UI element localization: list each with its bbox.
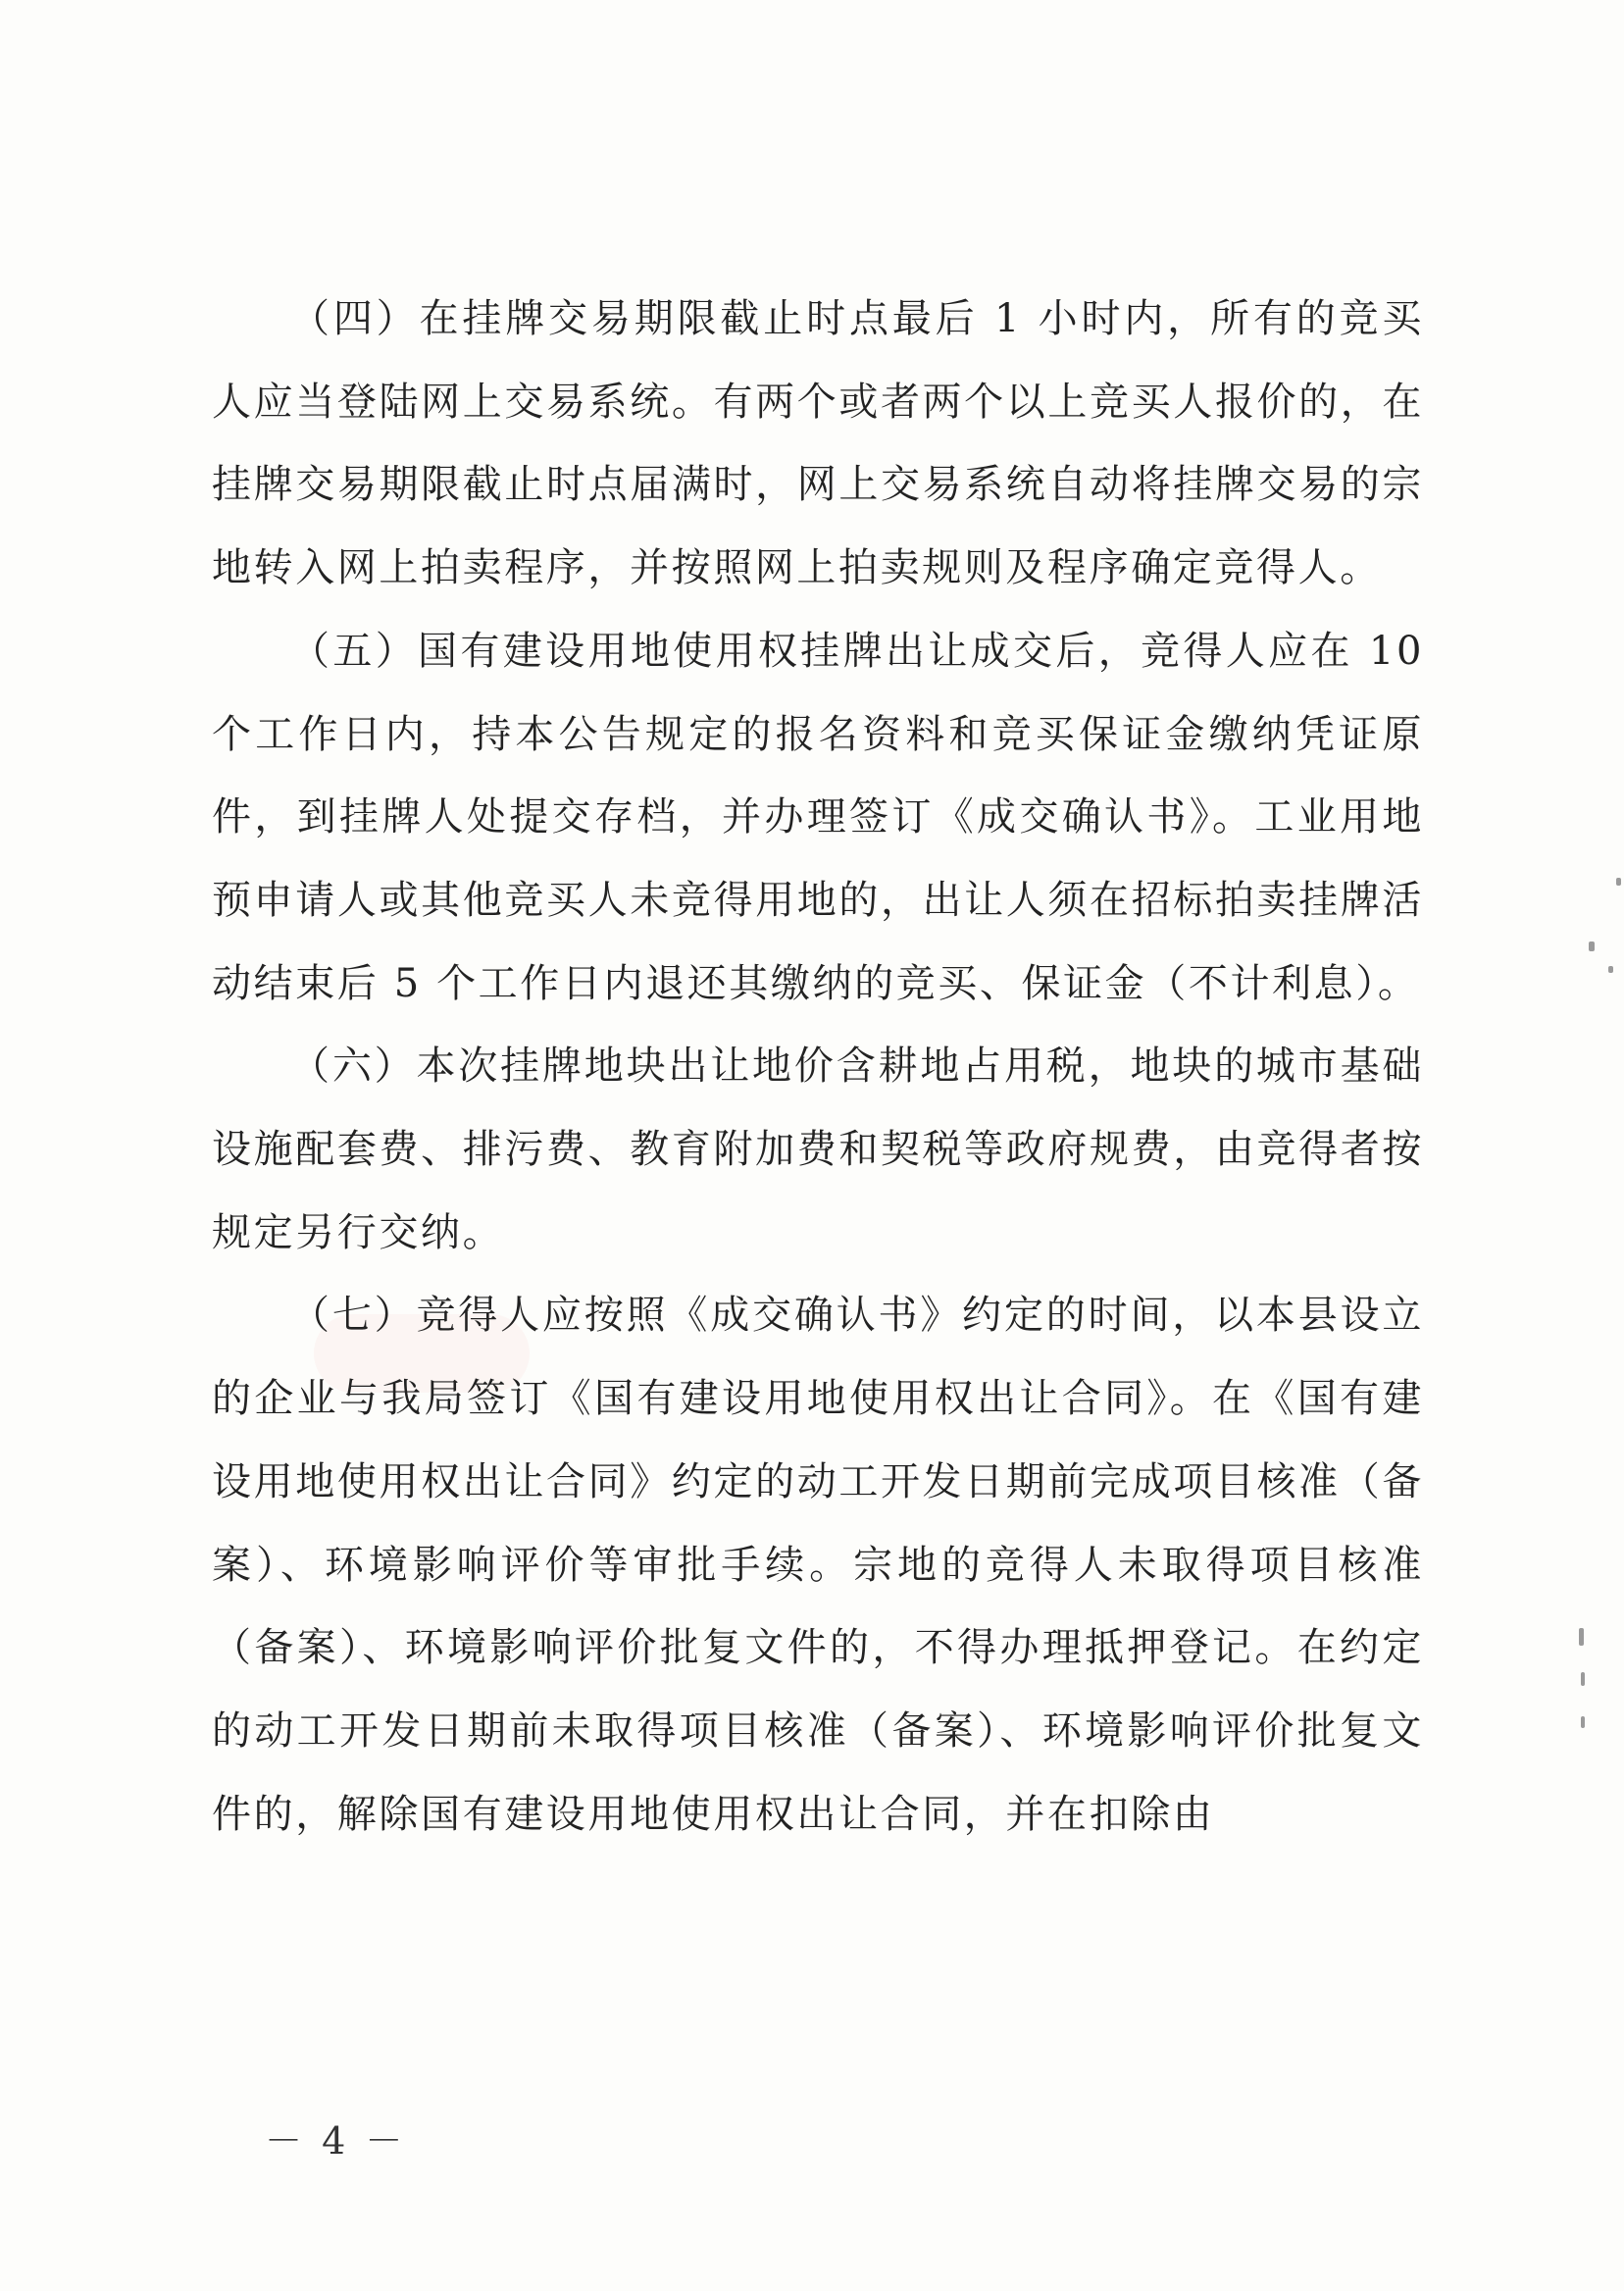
paragraph-7: （七）竞得人应按照《成交确认书》约定的时间，以本县设立的企业与我局签订《国有建设用地使用权出让合同》。在《国有建设用地使用权出让合同》约定的动工开发日期前完成项目核准（备案）、环境影响评价等审批手续。宗地的竞得人未取得项目核准（备案）、环境影响评价批复文件的，不得办理抵押登记。在约定的动工开发日期前未取得项目核准（备案）、环境影响评价批复文件的，解除国有建设用地使用权出让合同，并在扣除由: [212, 1293, 1424, 1837]
scan-speck: [1581, 1672, 1585, 1686]
page-number: － 4 －: [265, 2119, 407, 2163]
scan-speck: [1616, 878, 1621, 886]
scan-speck: [1581, 1716, 1585, 1728]
paragraph-6: （六）本次挂牌地块出让地价含耕地占用税，地块的城市基础设施配套费、排污费、教育附加费和契税等政府规费，由竞得者按规定另行交纳。: [212, 1044, 1424, 1255]
scan-speck: [1608, 966, 1613, 973]
paragraph-5: （五）国有建设用地使用权挂牌出让成交后，竞得人应在 10 个工作日内，持本公告规定的报名资料和竞买保证金缴纳凭证原件，到挂牌人处提交存档，并办理签订《成交确认书》。工业用地预申请人或其他竞买人未竞得用地的，出让人须在招标拍卖挂牌活动结束后 5 个工作日内退还其缴纳的竞买、保证金（不计利息）。: [212, 628, 1424, 1006]
document-body: [212, 278, 1424, 1856]
paragraph-4: （四）在挂牌交易期限截止时点最后 1 小时内，所有的竞买人应当登陆网上交易系统。有两个或者两个以上竞买人报价的，在挂牌交易期限截止时点届满时，网上交易系统自动将挂牌交易的宗地转入网上拍卖程序，并按照网上拍卖规则及程序确定竞得人。: [212, 296, 1424, 591]
scan-speck: [1589, 942, 1595, 951]
scan-speck: [1579, 1628, 1584, 1646]
